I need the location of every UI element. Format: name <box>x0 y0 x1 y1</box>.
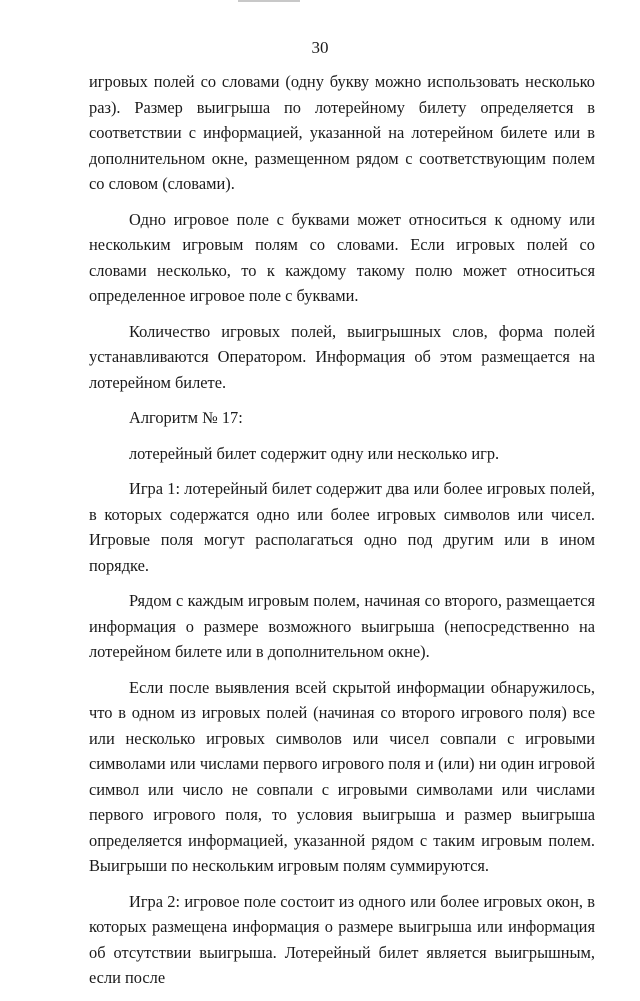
paragraph-ticket-games: лотерейный билет содержит одну или несколько игр. <box>129 443 500 463</box>
paragraph-algorithm-heading: Алгоритм № 17: <box>129 408 243 427</box>
paragraph-win-conditions: Если после выявления всей скрытой информации обнаружилось, что в одном из игровых полей (начиная со второго игрового поля) все или несколько игровых символов или чисел совпали с игровыми символами или числами первого игрового поля и (или) ни один игровой символ или число не совпали с игровыми символами или числами первого игрового поля, то условия выигрыша и размер выигрыша определяется информацией, указанной рядом с таким игровым полем. Выигрыши по нескольким игровым полям суммируются. <box>89 677 595 875</box>
paragraph-game-1: Игра 1: лотерейный билет содержит два или более игровых полей, в которых содержатся одно или более игровых символов или чисел. Игровые поля могут располагаться одно под другим или в ином порядке. <box>89 479 595 575</box>
page-number: 30 <box>311 38 329 57</box>
paragraph-game-2: Игра 2: игровое поле состоит из одного или более игровых окон, в которых размещена информация о размере выигрыша или информация об отсутствии выигрыша. Лотерейный билет является выигрышным, если после <box>89 891 595 987</box>
paragraph-continuation: игровых полей со словами (одну букву можно использовать несколько раз). Размер выигрыша по лотерейному билету определяется в соответствии с информацией, указанной на лотерейном билете или в дополнительном окне, размещенном рядом с соответствующим полем со словом (словами). <box>89 72 595 193</box>
paragraph-field-count: Количество игровых полей, выигрышных слов, форма полей устанавливаются Оператором. Информация об этом размещается на лотерейном билете. <box>89 321 595 392</box>
body-text <box>89 69 595 1001</box>
paragraph-letter-fields: Одно игровое поле с буквами может относиться к одному или нескольким игровым полям со словами. Если игровых полей со словами несколько, то к каждому такому полю может относиться определенное игровое поле с буквами. <box>89 209 595 305</box>
top-edge-rule <box>238 0 300 2</box>
paragraph-prize-info: Рядом с каждым игровым полем, начиная со второго, размещается информация о размере возможного выигрыша (непосредственно на лотерейном билете или в дополнительном окне). <box>89 591 595 661</box>
